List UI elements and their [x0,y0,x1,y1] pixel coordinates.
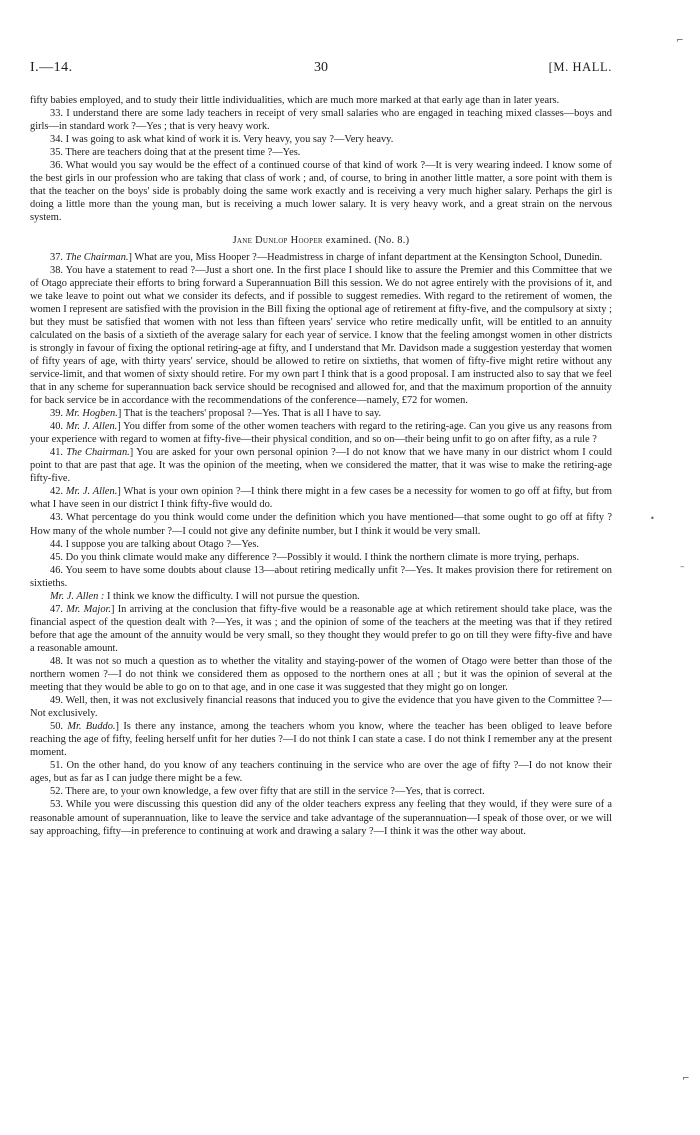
margin-corner-mark: ⌐ [682,1074,690,1084]
paragraph-51: 51. On the other hand, do you know of any teachers continuing in the service who are over the age of fifty ?—I do not know their ages, but as far as I can judge there might be a few. [30,760,612,785]
speaker: Mr. J. Allen : [50,590,105,602]
page-number: 30 [314,60,328,75]
question-text: Is there any instance, among the teachers whom you know, where the teacher has been obliged to leave before reaching the age of fifty, feeling herself unfit for her duties ?—I do not think I can state a case. I do not think I remember any at the present moment. [30,721,612,759]
paragraph-52: 52. There are, to your own knowledge, a few over fifty that are still in the service ?—Yes, that is correct. [50,786,485,798]
speaker: Mr. J. Allen. [65,421,118,433]
margin-tick-mark: ⌐ [676,36,684,46]
document-body [30,94,612,838]
paragraph-53: 53. While you were discussing this question did any of the older teachers express any feeling that they would, if they were sure of a reasonable amount of superannuation, like to leave the service and take advantage of the superannuation—I speak of those over, or we will say approaching, fifty—in preference to continuing at work and drawing a salary ?—I think it was the other way about. [30,799,612,837]
paragraph-43: 43. What percentage do you think would come under the definition which you have mentioned—that some ought to go off at fifty ? How many of the whole number ?—I could not give any definite number, but I think it would be very small. [30,512,612,537]
paragraph-36: 36. What would you say would be the effect of a continued course of that kind of work ?—It is very wearing indeed. I know some of the best girls in our profession who are taking that class of work ; and, of course, to bring in another little matter, a sore point with them is that the teacher on the boys' side is probably doing the same work exactly and is receiving a very much higher salary. Perhaps the girl is doing a little more than the young man, but is receiving a much lower salary. It is very heavy work, and a great strain on the nervous system. [30,160,612,224]
paragraph-37: 37. The Chairman.] What are you, Miss Hooper ?—Headmistress in charge of infant department at the Kensington School, Dunedin. [50,251,603,263]
paragraph-35: 35. There are teachers doing that at the present time ?—Yes. [50,147,301,159]
paragraph-48: 48. It was not so much a question as to whether the vitality and staying-power of the women of Otago were better than those of the northern women ?—I do not think we considered them as opposed to the northern ones at all ; but it was the opinion of several at the meeting that they would be able to go on to that age, and in one case it was suggested that they might go on longer. [30,655,612,694]
question-text: You are asked for your own personal opinion ?—I do not know that we have many in our district whom I could point to that are past that age. It was the opinion of the meeting, when we considered the matter, that it was wise to make the retiring-age fifty-five. [30,447,612,485]
paragraph-38: 38. You have a statement to read ?—Just a short one. In the first place I should like to assure the Premier and this Committee that we of Otago appreciate their efforts to bring forward a Superannuation Bill this session. We do not agree entirely with the provisions of it, and we take leave to point out what we consider its defects, and if possible to suggest remedies. With regard to the retirement of women, the women I represent are satisfied with the provision in the Bill fixing the optional age of retirement at fifty-five, and the compulsory at sixty ; but they must be satisfied that women with not less than fifteen years' service who retire medically unfit, will be entitled to an annuity calculated on the basis of a sixtieth of the average salary for each year of service. I know that the feeling amongst women in other districts is strongly in favour of fixing the optional retiring-age at fifty, and I understand that Mr. Davidson made a suggestion yesterday that women of fifty years of age, with thirty years' service, should be allowed to retire on sixtieths, that women of fifty-five might retire without any service-limit, and that women of sixty should retire. For my own part I think that is a good proposal. I am instructed also to say that we feel that in any scheme for superannuation back service should be recognised and allowed for, and that the maximum proportion of the annuity for back service be in accordance with the recommendations of the conference—namely, £72 for women. [30,264,612,407]
speaker: Mr. Major. [66,603,112,615]
paragraph-44: 44. I suppose you are talking about Otago ?—Yes. [50,538,260,550]
paragraph-46-remark [30,590,612,603]
witness-heading-suffix: examined. (No. 8.) [325,235,410,247]
paragraph-46: 46. You seem to have some doubts about clause 13—about retiring medically unfit ?—Yes. It makes provision there for retirement on sixtieths. [30,564,612,589]
margin-dot-mark: • [650,514,655,523]
speaker: The Chairman. [65,251,129,263]
speaker: The Chairman. [66,447,130,459]
question-text: What are you, Miss Hooper ?—Headmistress in charge of infant department at the Kensington School, Dunedin. [134,251,603,263]
paragraph-33: 33. I understand there are some lady teachers in receipt of very small salaries who are engaged in teaching mixed classes—boys and girls—in standard work ?—Yes ; that is very heavy work. [30,108,612,133]
paragraph-34: 34. I was going to ask what kind of work it is. Very heavy, you say ?—Very heavy. [50,134,394,146]
question-text: In arriving at the conclusion that fifty-five would be a reasonable age at which retirement should take place, was the financial aspect of the question dealt with ?—Yes, it was ; and the opinion of some of the teachers at the meeting was that if they retired before that age the amount of the annuity would be very small, so they thought they would prefer to go on till they were fifty-five and have a reasonable amount. [30,603,612,654]
paragraph-49: 49. Well, then, it was not exclusively financial reasons that induced you to give the evidence that you have given to the Committee ?—Not exclusively. [30,695,612,720]
remark-text: I think we know the difficulty. I will not pursue the question. [106,590,360,602]
question-text: You differ from some of the other women teachers with regard to the retiring-age. Can you give us any reasons from your experience with regard to women at fifty-five—their physical condition, and so on—their being unfit to go on after fifty, as a rule ? [30,421,613,446]
paragraph-continued: fifty babies employed, and to study their little individualities, which are much more marked at that early age than in later years. [30,95,560,106]
paragraph-40: 40. Mr. J. Allen.] You differ from some of the other women teachers with regard to the retiring-age. Can you give us any reasons from your experience with regard to women at fifty-five—their physical condition, and so on—their being unfit to go on after fifty, as a rule ? [30,421,613,446]
speaker: Mr. J. Allen. [65,486,118,498]
paragraph-47: 47. Mr. Major.] In arriving at the conclusion that fifty-five would be a reasonable age at which retirement should take place, was the financial aspect of the question dealt with ?—Yes, it was ; and the opinion of some of the teachers at the meeting was that if they retired before that age the amount of the annuity would be very small, so they thought they would prefer to go on till they were fifty-five and have a reasonable amount. [30,603,612,654]
paragraph-39: 39. Mr. Hogben.] That is the teachers' proposal ?—Yes. That is all I have to say. [50,408,382,420]
speaker: Mr. Hogben. [65,408,118,420]
paragraph-41: 41. The Chairman.] You are asked for your own personal opinion ?—I do not know that we have many in our district whom I could point to that are past that age. It was the opinion of the meeting, when we considered the matter, that it was wise to make the retiring-age fifty-five. [30,447,612,485]
margin-dash-mark: – [680,562,685,572]
paragraph-50: 50. Mr. Buddo.] Is there any instance, among the teachers whom you know, where the teacher has been obliged to leave before reaching the age of fifty, feeling herself unfit for her duties ?—I do not think I can state a case. I do not think I remember any at the present moment. [30,721,612,759]
speaker: Mr. Buddo. [67,721,116,733]
question-text: What is your own opinion ?—I think there might in a few cases be a necessity for women to go off at fifty, but from what I have seen in our district I think fifty-five would do. [30,486,613,511]
paragraph-42: 42. Mr. J. Allen.] What is your own opinion ?—I think there might in a few cases be a necessity for women to go off at fifty, but from what I have seen in our district I think fifty-five would do. [30,486,613,511]
witness-reference: [M. HALL. [548,60,612,74]
witness-name: Jane Dunlop Hooper [232,235,323,247]
witness-heading [30,234,612,247]
document-reference: I.—14. [30,60,73,75]
page-header [30,60,612,82]
question-text: That is the teachers' proposal ?—Yes. That is all I have to say. [123,408,382,420]
paragraph-45: 45. Do you think climate would make any difference ?—Possibly it would. I think the northern climate is more trying, perhaps. [50,551,580,563]
